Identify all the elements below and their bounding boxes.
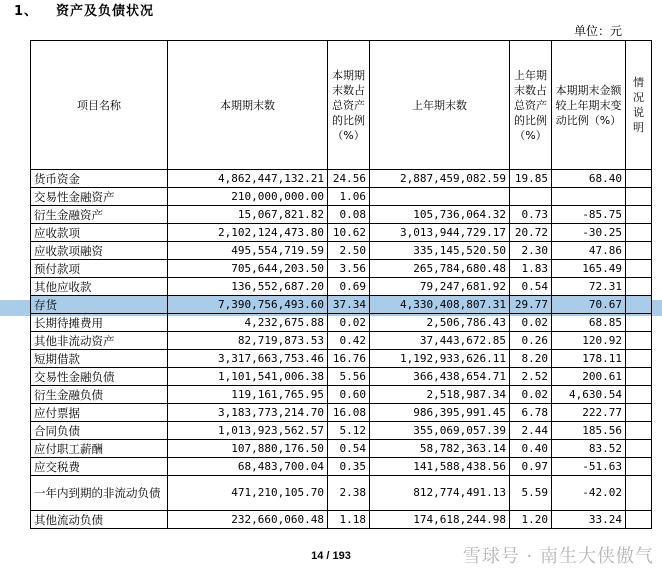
- row-prior-pct: 0.02: [510, 386, 552, 404]
- row-prior-pct: 2.30: [510, 242, 552, 260]
- row-change: 68.85: [552, 314, 626, 332]
- row-name: 其他流动负债: [31, 511, 168, 529]
- table-row: [31, 278, 652, 296]
- table-row: [31, 404, 652, 422]
- row-current-pct: 5.56: [328, 368, 370, 386]
- row-current-pct: 0.35: [328, 458, 370, 476]
- row-note: [626, 296, 652, 314]
- table-row: [31, 422, 652, 440]
- row-current: 495,554,719.59: [168, 242, 328, 260]
- row-change: 4,630.54: [552, 386, 626, 404]
- table-row: [31, 224, 652, 242]
- row-current: 1,101,541,006.38: [168, 368, 328, 386]
- row-prior-pct: 0.54: [510, 278, 552, 296]
- header-change: 本期期末金额较上年期末变动比例（%）: [552, 41, 626, 170]
- table-row: [31, 242, 652, 260]
- row-name: 一年内到期的非流动负债: [31, 476, 168, 511]
- row-current: 68,483,700.04: [168, 458, 328, 476]
- row-note: [626, 224, 652, 242]
- row-name: 应付职工薪酬: [31, 440, 168, 458]
- table-row: [31, 440, 652, 458]
- row-current-pct: 5.12: [328, 422, 370, 440]
- table-row: [31, 511, 652, 529]
- row-current-pct: 37.34: [328, 296, 370, 314]
- row-current-pct: 0.02: [328, 314, 370, 332]
- row-change: 70.67: [552, 296, 626, 314]
- row-prior-pct: 29.77: [510, 296, 552, 314]
- row-change: 68.40: [552, 170, 626, 188]
- row-note: [626, 242, 652, 260]
- table-body: [31, 170, 652, 529]
- header-prior: 上年期末数: [370, 41, 510, 170]
- row-note: [626, 386, 652, 404]
- row-current-pct: 3.56: [328, 260, 370, 278]
- row-current: 1,013,923,562.57: [168, 422, 328, 440]
- row-prior: 58,782,363.14: [370, 440, 510, 458]
- row-change: 178.11: [552, 350, 626, 368]
- row-name: 衍生金融资产: [31, 206, 168, 224]
- row-name: 其他应收款: [31, 278, 168, 296]
- row-current-pct: 16.76: [328, 350, 370, 368]
- watermark-text: 雪球号 · 南生大侠傲气: [462, 546, 654, 567]
- row-name: 预付款项: [31, 260, 168, 278]
- table-row: [31, 458, 652, 476]
- row-current: 107,880,176.50: [168, 440, 328, 458]
- row-prior: 4,330,408,807.31: [370, 296, 510, 314]
- row-prior: 79,247,681.92: [370, 278, 510, 296]
- row-change: 165.49: [552, 260, 626, 278]
- row-current: 4,232,675.88: [168, 314, 328, 332]
- row-change: -85.75: [552, 206, 626, 224]
- row-name: 应交税费: [31, 458, 168, 476]
- table-row: [31, 368, 652, 386]
- row-prior: 105,736,064.32: [370, 206, 510, 224]
- row-change: -30.25: [552, 224, 626, 242]
- row-prior-pct: 5.59: [510, 476, 552, 511]
- row-note: [626, 476, 652, 511]
- row-change: [552, 188, 626, 206]
- table-row: [31, 314, 652, 332]
- row-change: 72.31: [552, 278, 626, 296]
- row-prior: 335,145,520.50: [370, 242, 510, 260]
- header-note: 情况说明: [626, 41, 652, 170]
- row-note: [626, 260, 652, 278]
- section-heading: [14, 0, 154, 19]
- row-change: 222.77: [552, 404, 626, 422]
- row-current: 210,000,000.00: [168, 188, 328, 206]
- page-number: 14 / 193: [311, 550, 351, 562]
- row-current-pct: 0.08: [328, 206, 370, 224]
- table-row: [31, 386, 652, 404]
- row-current: 82,719,873.53: [168, 332, 328, 350]
- row-name: 短期借款: [31, 350, 168, 368]
- row-note: [626, 206, 652, 224]
- row-prior: 812,774,491.13: [370, 476, 510, 511]
- row-current-pct: 0.42: [328, 332, 370, 350]
- row-current-pct: 2.38: [328, 476, 370, 511]
- row-name: 应收款项融资: [31, 242, 168, 260]
- row-current: 232,660,060.48: [168, 511, 328, 529]
- row-prior-pct: 0.02: [510, 314, 552, 332]
- row-prior: 174,618,244.98: [370, 511, 510, 529]
- row-prior: 141,588,438.56: [370, 458, 510, 476]
- row-prior-pct: 0.40: [510, 440, 552, 458]
- row-note: [626, 440, 652, 458]
- row-prior: 1,192,933,626.11: [370, 350, 510, 368]
- row-name: 衍生金融负债: [31, 386, 168, 404]
- row-name: 应付票据: [31, 404, 168, 422]
- table-row: [31, 206, 652, 224]
- header-current-pct: 本期期末数占总资产的比例（%）: [328, 41, 370, 170]
- table-row: [31, 296, 652, 314]
- row-name: 长期待摊费用: [31, 314, 168, 332]
- row-prior: 37,443,672.85: [370, 332, 510, 350]
- row-prior-pct: 2.52: [510, 368, 552, 386]
- row-current: 2,102,124,473.80: [168, 224, 328, 242]
- row-change: 47.86: [552, 242, 626, 260]
- balance-sheet-table: [30, 40, 652, 529]
- row-prior-pct: 1.83: [510, 260, 552, 278]
- row-prior: 366,438,654.71: [370, 368, 510, 386]
- row-current-pct: 10.62: [328, 224, 370, 242]
- row-current: 136,552,687.20: [168, 278, 328, 296]
- row-note: [626, 350, 652, 368]
- row-current: 15,067,821.82: [168, 206, 328, 224]
- table-row: [31, 350, 652, 368]
- row-prior-pct: 20.72: [510, 224, 552, 242]
- row-prior: 2,518,987.34: [370, 386, 510, 404]
- row-prior-pct: 1.20: [510, 511, 552, 529]
- header-item: 项目名称: [31, 41, 168, 170]
- header-prior-pct: 上年期末数占总资产的比例（%）: [510, 41, 552, 170]
- row-note: [626, 188, 652, 206]
- row-prior-pct: 19.85: [510, 170, 552, 188]
- row-current-pct: 0.60: [328, 386, 370, 404]
- table-row: [31, 170, 652, 188]
- row-prior: 265,784,680.48: [370, 260, 510, 278]
- row-current-pct: 1.18: [328, 511, 370, 529]
- row-current: 3,183,773,214.70: [168, 404, 328, 422]
- row-prior: 2,887,459,082.59: [370, 170, 510, 188]
- row-note: [626, 314, 652, 332]
- unit-label: 单位：元: [573, 24, 622, 38]
- row-note: [626, 332, 652, 350]
- row-current-pct: 0.54: [328, 440, 370, 458]
- row-current: 4,862,447,132.21: [168, 170, 328, 188]
- row-prior: [370, 188, 510, 206]
- row-current: 3,317,663,753.46: [168, 350, 328, 368]
- row-prior-pct: 0.97: [510, 458, 552, 476]
- row-change: 185.56: [552, 422, 626, 440]
- row-prior: 986,395,991.45: [370, 404, 510, 422]
- table-row: [31, 476, 652, 511]
- row-note: [626, 422, 652, 440]
- row-name: 应收款项: [31, 224, 168, 242]
- row-current: 471,210,105.70: [168, 476, 328, 511]
- row-current-pct: 0.69: [328, 278, 370, 296]
- table-header-row: [31, 41, 652, 170]
- row-prior-pct: 8.20: [510, 350, 552, 368]
- row-name: 合同负债: [31, 422, 168, 440]
- row-current-pct: 2.50: [328, 242, 370, 260]
- row-name: 货币资金: [31, 170, 168, 188]
- row-prior-pct: [510, 188, 552, 206]
- row-current-pct: 1.06: [328, 188, 370, 206]
- row-current: 705,644,203.50: [168, 260, 328, 278]
- row-prior: 2,506,786.43: [370, 314, 510, 332]
- row-name: 交易性金融负债: [31, 368, 168, 386]
- table-row: [31, 332, 652, 350]
- row-prior: 3,013,944,729.17: [370, 224, 510, 242]
- row-current-pct: 24.56: [328, 170, 370, 188]
- row-prior: 355,069,057.39: [370, 422, 510, 440]
- row-change: 83.52: [552, 440, 626, 458]
- row-note: [626, 511, 652, 529]
- row-prior-pct: 0.73: [510, 206, 552, 224]
- row-note: [626, 458, 652, 476]
- row-prior-pct: 0.26: [510, 332, 552, 350]
- row-note: [626, 404, 652, 422]
- header-current: 本期期末数: [168, 41, 328, 170]
- row-current: 7,390,756,493.60: [168, 296, 328, 314]
- row-prior-pct: 2.44: [510, 422, 552, 440]
- table-row: [31, 260, 652, 278]
- row-change: 33.24: [552, 511, 626, 529]
- section-title: 资产及负债状况: [56, 4, 155, 19]
- row-change: 200.61: [552, 368, 626, 386]
- row-name: 其他非流动资产: [31, 332, 168, 350]
- row-note: [626, 170, 652, 188]
- row-change: -42.02: [552, 476, 626, 511]
- row-current-pct: 16.08: [328, 404, 370, 422]
- row-change: -51.63: [552, 458, 626, 476]
- row-change: 120.92: [552, 332, 626, 350]
- row-name: 交易性金融资产: [31, 188, 168, 206]
- row-current: 119,161,765.95: [168, 386, 328, 404]
- section-number: 1、: [14, 4, 39, 19]
- row-note: [626, 278, 652, 296]
- row-prior-pct: 6.78: [510, 404, 552, 422]
- table-row: [31, 188, 652, 206]
- row-name: 存货: [31, 296, 168, 314]
- row-note: [626, 368, 652, 386]
